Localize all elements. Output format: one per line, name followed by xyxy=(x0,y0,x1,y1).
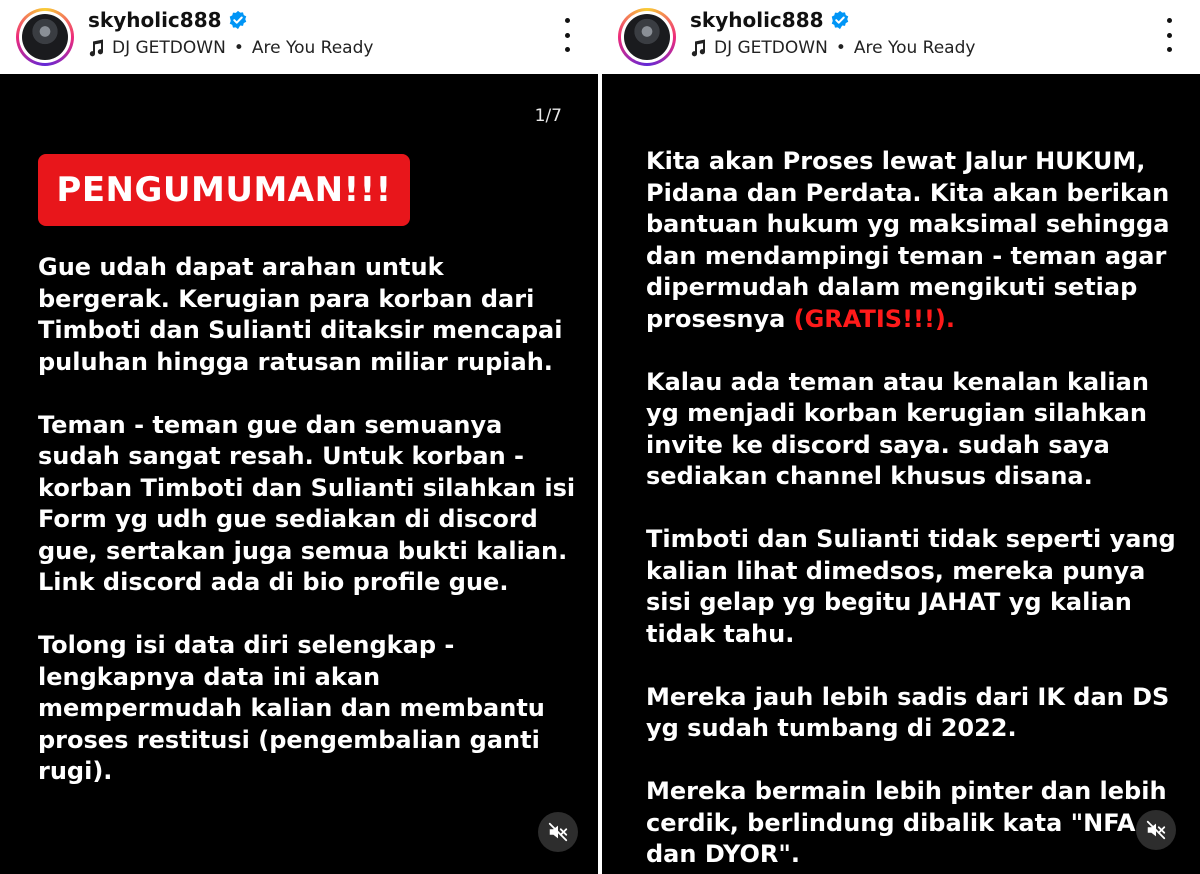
story-paragraph: Teman - teman gue dan semuanya sudah sangat resah. Untuk korban - korban Timboti dan Sulianti silahkan isi Form yg udh gue sediakan di discord gue, sertakan juga semua bukti kalian. Link discord ada di bio profile gue. xyxy=(38,410,576,596)
gratis-highlight: (GRATIS!!!). xyxy=(793,304,956,333)
avatar[interactable] xyxy=(618,8,676,66)
story-paragraph xyxy=(646,146,1176,335)
username-row[interactable] xyxy=(690,8,850,32)
story-panel-left xyxy=(0,0,598,874)
more-vertical-icon xyxy=(565,18,570,23)
story-header xyxy=(0,0,598,74)
more-options-button[interactable] xyxy=(560,18,574,52)
story-paragraph: Tolong isi data diri selengkap - lengkapnya data ini akan mempermudah kalian dan membantu proses restitusi (pengembalian ganti rugi). xyxy=(38,631,545,785)
username[interactable]: skyholic888 xyxy=(690,8,824,32)
music-track: Are You Ready xyxy=(853,38,976,58)
story-paragraph: Mereka jauh lebih sadis dari IK dan DS yg sudah tumbang di 2022. xyxy=(646,682,1170,742)
avatar[interactable] xyxy=(16,8,74,66)
speaker-muted-icon xyxy=(547,821,569,843)
avatar-image xyxy=(22,14,68,60)
story-paragraph: Kalau ada teman atau kenalan kalian yg menjadi korban kerugian silahkan invite ke discord saya. sudah saya sediakan channel khusus disana. xyxy=(646,367,1149,490)
music-row[interactable] xyxy=(88,38,373,58)
username-row[interactable] xyxy=(88,8,248,32)
mute-button[interactable] xyxy=(538,812,578,852)
music-separator: • xyxy=(233,38,244,58)
more-vertical-icon xyxy=(1167,18,1172,23)
music-artist: DJ GETDOWN xyxy=(112,38,226,58)
story-header xyxy=(602,0,1200,74)
mute-button[interactable] xyxy=(1136,810,1176,850)
story-text-right xyxy=(646,146,1176,871)
music-note-icon xyxy=(88,39,104,57)
speaker-muted-icon xyxy=(1145,819,1167,841)
story-paragraph: Gue udah dapat arahan untuk bergerak. Kerugian para korban dari Timboti dan Sulianti ditaksir mencapai puluhan hingga ratusan miliar rupiah. xyxy=(38,253,563,376)
story-text-left xyxy=(38,252,578,788)
more-options-button[interactable] xyxy=(1162,18,1176,52)
story-panel-right xyxy=(602,0,1200,874)
verified-badge-icon xyxy=(228,10,248,30)
story-paragraph: Mereka bermain lebih pinter dan lebih cerdik, berlindung dibalik kata "NFA dan DYOR". xyxy=(646,777,1167,868)
music-artist: DJ GETDOWN xyxy=(714,38,828,58)
username[interactable]: skyholic888 xyxy=(88,8,222,32)
announcement-banner: PENGUMUMAN!!! xyxy=(38,154,410,226)
story-counter: 1/7 xyxy=(534,106,562,126)
music-separator: • xyxy=(835,38,846,58)
verified-badge-icon xyxy=(830,10,850,30)
music-row[interactable] xyxy=(690,38,975,58)
story-paragraph: Timboti dan Sulianti tidak seperti yang kalian lihat dimedsos, mereka punya sisi gelap yg begitu JAHAT yg kalian tidak tahu. xyxy=(646,525,1176,648)
music-note-icon xyxy=(690,39,706,57)
music-track: Are You Ready xyxy=(251,38,374,58)
avatar-image xyxy=(624,14,670,60)
story-paragraph-text: Kita akan Proses lewat Jalur HUKUM, Pidana dan Perdata. Kita akan berikan bantuan hukum yg maksimal sehingga dan mendampingi teman - teman agar dipermudah dalam mengikuti setiap prosesnya xyxy=(646,147,1170,333)
